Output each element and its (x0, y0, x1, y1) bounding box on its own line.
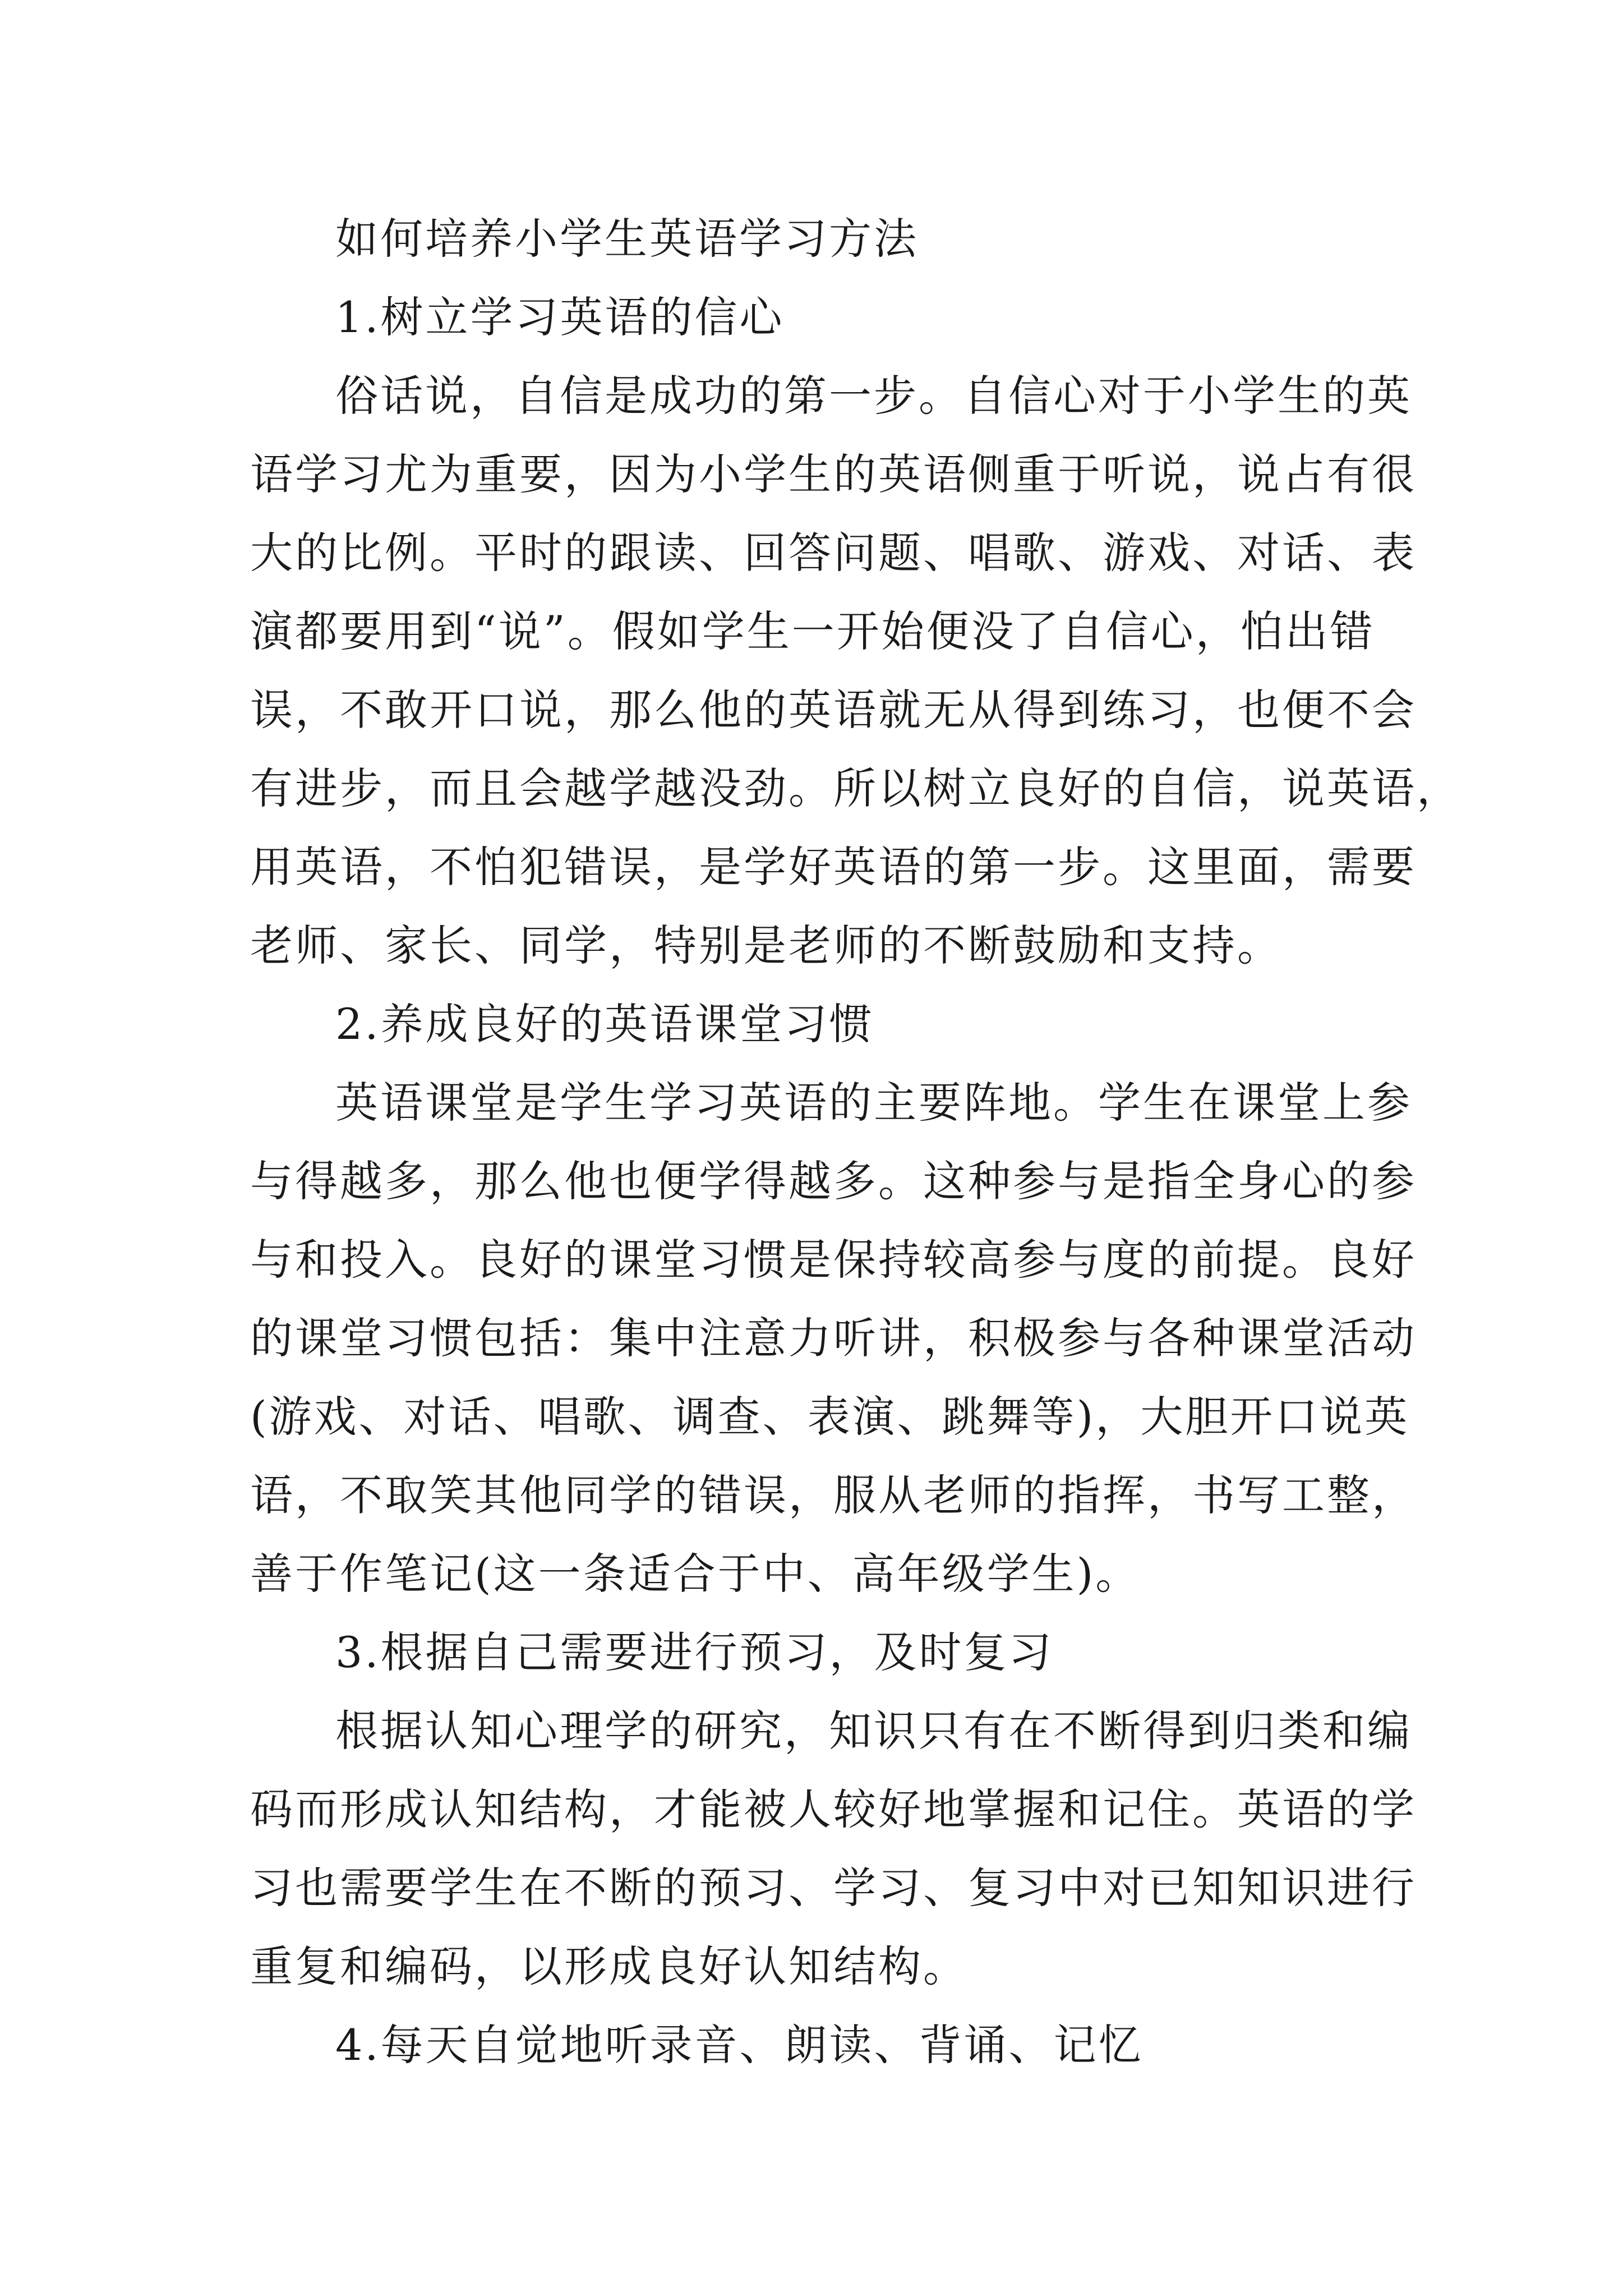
paragraph-line: 语，不取笑其他同学的错误，服从老师的指挥，书写工整， (250, 1470, 1417, 1520)
document-page (250, 0, 1461, 2296)
paragraph-line: 重复和编码，以形成良好认知结构。 (250, 1941, 968, 1991)
paragraph-line: 有进步，而且会越学越没劲。所以树立良好的自信，说英语， (250, 763, 1461, 813)
paragraph-line: 与得越多，那么他也便学得越多。这种参与是指全身心的参 (250, 1156, 1417, 1206)
paragraph-line: 英语课堂是学生学习英语的主要阵地。学生在课堂上参 (335, 1078, 1412, 1128)
paragraph-line: 误，不敢开口说，那么他的英语就无从得到练习，也便不会 (250, 685, 1417, 735)
paragraph-line: 大的比例。平时的跟读、回答问题、唱歌、游戏、对话、表 (250, 528, 1417, 578)
paragraph-line: 用英语，不怕犯错误，是学好英语的第一步。这里面，需要 (250, 842, 1417, 892)
paragraph-line: 演都要用到“说”。假如学生一开始便没了自信心，怕出错 (250, 606, 1375, 656)
paragraph-line: 码而形成认知结构，才能被人较好地掌握和记住。英语的学 (250, 1784, 1417, 1834)
paragraph-line: 习也需要学生在不断的预习、学习、复习中对已知知识进行 (250, 1863, 1417, 1913)
section-2-heading: 2.养成良好的英语课堂习惯 (335, 999, 874, 1049)
paragraph-line: 与和投入。良好的课堂习惯是保持较高参与度的前提。良好 (250, 1235, 1417, 1285)
paragraph-line: (游戏、对话、唱歌、调查、表演、跳舞等)，大胆开口说英 (250, 1392, 1410, 1442)
paragraph-line: 根据认知心理学的研究，知识只有在不断得到归类和编 (335, 1706, 1412, 1756)
paragraph-line: 俗话说，自信是成功的第一步。自信心对于小学生的英 (335, 371, 1412, 421)
paragraph-line: 老师、家长、同学，特别是老师的不断鼓励和支持。 (250, 921, 1282, 970)
paragraph-line: 的课堂习惯包括：集中注意力听讲，积极参与各种课堂活动 (250, 1313, 1417, 1363)
section-3-heading: 3.根据自己需要进行预习，及时复习 (335, 1627, 1054, 1677)
paragraph-line: 善于作笔记(这一条适合于中、高年级学生)。 (250, 1549, 1141, 1599)
document-title: 如何培养小学生英语学习方法 (335, 214, 919, 264)
section-4-heading: 4.每天自觉地听录音、朗读、背诵、记忆 (335, 2020, 1144, 2070)
section-1-heading: 1.树立学习英语的信心 (335, 292, 785, 342)
paragraph-line: 语学习尤为重要，因为小学生的英语侧重于听说，说占有很 (250, 449, 1417, 499)
